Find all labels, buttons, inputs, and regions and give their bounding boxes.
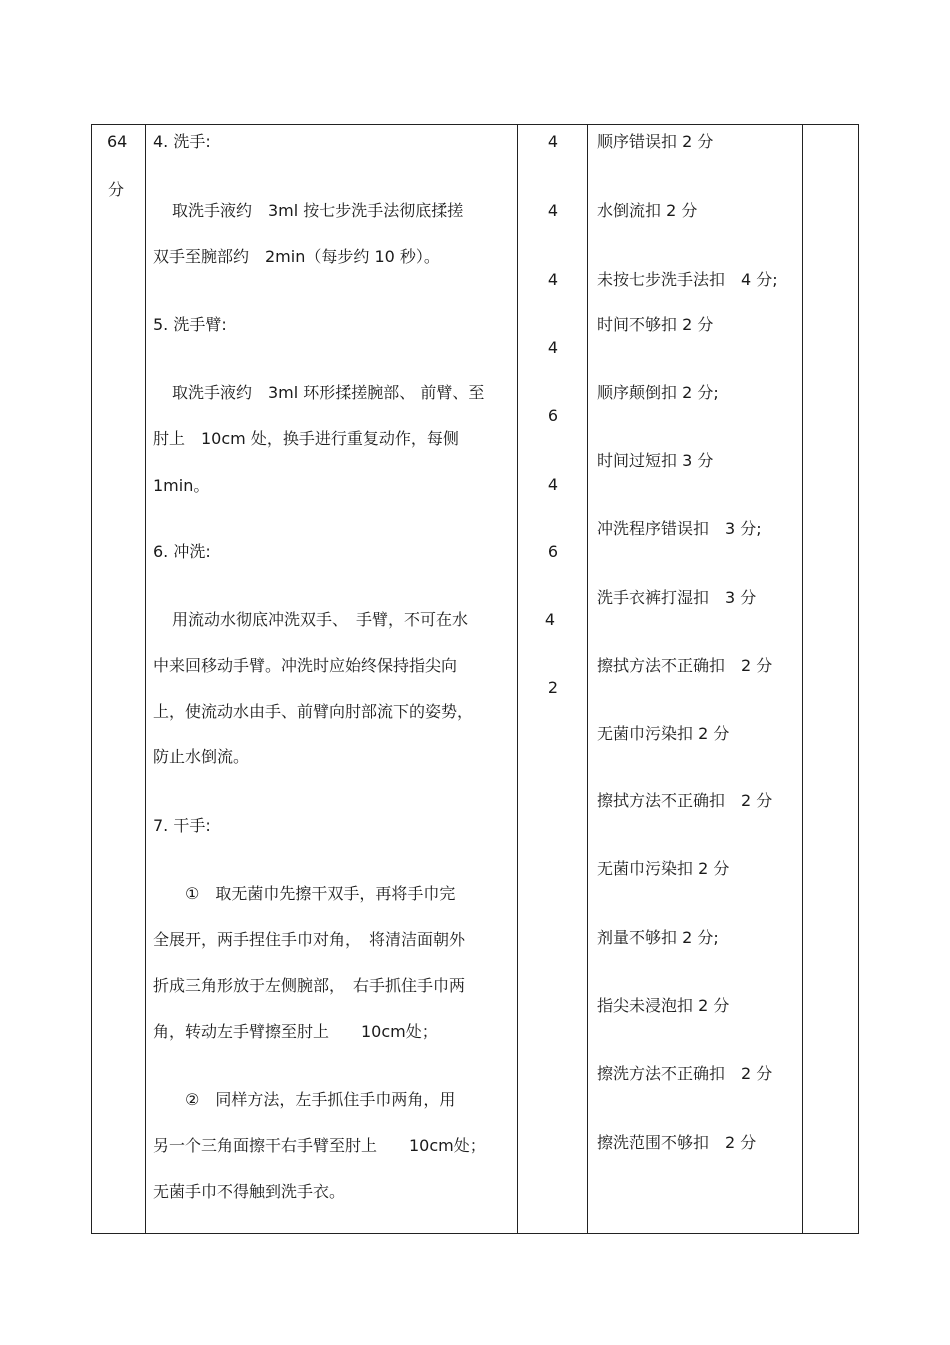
deduction-item: 无菌巾污染扣 2 分 (597, 859, 730, 878)
content-line: 另一个三角面擦干右手臂至肘上 10cm处； (153, 1136, 486, 1155)
table-border-right (858, 124, 859, 1234)
deduction-item: 时间不够扣 2 分 (597, 315, 714, 334)
deduction-item: 擦拭方法不正确扣 2 分 (597, 791, 773, 810)
deduction-item: 时间过短扣 3 分 (597, 451, 714, 470)
content-line: 4. 洗手: (153, 132, 211, 151)
content-line: 折成三角形放于左侧腕部， 右手抓住手巾两 (153, 976, 466, 995)
content-line: 中来回移动手臂。冲洗时应始终保持指尖向 (153, 656, 458, 675)
content-line: 防止水倒流。 (153, 747, 250, 766)
score-value: 6 (547, 406, 559, 425)
deduction-item: 擦洗范围不够扣 2 分 (597, 1133, 757, 1152)
total-score-unit: 分 (108, 180, 125, 199)
content-line: 上，使流动水由手、前臂向肘部流下的姿势， (153, 702, 474, 721)
table-top-border (91, 124, 859, 125)
content-line: 5. 洗手臂: (153, 315, 227, 334)
content-line: 取洗手液约 3ml 按七步洗手法彻底揉搓 (172, 201, 464, 220)
deduction-item: 剂量不够扣 2 分; (597, 928, 719, 947)
deduction-item: 顺序颠倒扣 2 分; (597, 383, 719, 402)
deduction-item: 冲洗程序错误扣 3 分; (597, 519, 762, 538)
table-divider-2 (517, 124, 518, 1234)
deduction-item: 无菌巾污染扣 2 分 (597, 724, 730, 743)
total-score-value: 64 (107, 132, 128, 151)
score-value: 2 (547, 678, 559, 697)
table-divider-1 (145, 124, 146, 1234)
deduction-item: 顺序错误扣 2 分 (597, 132, 714, 151)
content-line: 7. 干手: (153, 816, 211, 835)
remarks-column (803, 125, 858, 1233)
score-value: 4 (544, 610, 556, 629)
deduction-item: 擦拭方法不正确扣 2 分 (597, 656, 773, 675)
content-line: 角，转动左手臂擦至肘上 10cm处； (153, 1022, 438, 1041)
content-line: 双手至腕部约 2min（每步约 10 秒）。 (153, 247, 440, 266)
deduction-item: 水倒流扣 2 分 (597, 201, 698, 220)
content-line: ② 同样方法，左手抓住手巾两角，用 (185, 1090, 456, 1109)
deduction-item: 指尖未浸泡扣 2 分 (597, 996, 730, 1015)
content-line: 全展开，两手捏住手巾对角， 将清洁面朝外 (153, 930, 466, 949)
deduction-item: 未按七步洗手法扣 4 分; (597, 270, 778, 289)
score-value: 4 (547, 270, 559, 289)
table-bottom-border (91, 1233, 859, 1234)
score-value: 4 (547, 475, 559, 494)
content-line: 肘上 10cm 处，换手进行重复动作，每侧 (153, 429, 459, 448)
content-line: 取洗手液约 3ml 环形揉搓腕部、 前臂、至 (172, 383, 485, 402)
deduction-item: 擦洗方法不正确扣 2 分 (597, 1064, 773, 1083)
content-line: 6. 冲洗: (153, 542, 211, 561)
table-divider-3 (587, 124, 588, 1234)
content-line: 无菌手巾不得触到洗手衣。 (153, 1182, 346, 1201)
content-line: 1min。 (153, 476, 210, 495)
content-line: 用流动水彻底冲洗双手、 手臂，不可在水 (172, 610, 469, 629)
score-value: 4 (547, 201, 559, 220)
table-border-left (91, 124, 92, 1234)
score-value: 4 (547, 132, 559, 151)
content-line: ① 取无菌巾先擦干双手，再将手巾完 (185, 884, 456, 903)
score-value: 4 (547, 338, 559, 357)
score-value: 6 (547, 542, 559, 561)
deduction-item: 洗手衣裤打湿扣 3 分 (597, 588, 757, 607)
